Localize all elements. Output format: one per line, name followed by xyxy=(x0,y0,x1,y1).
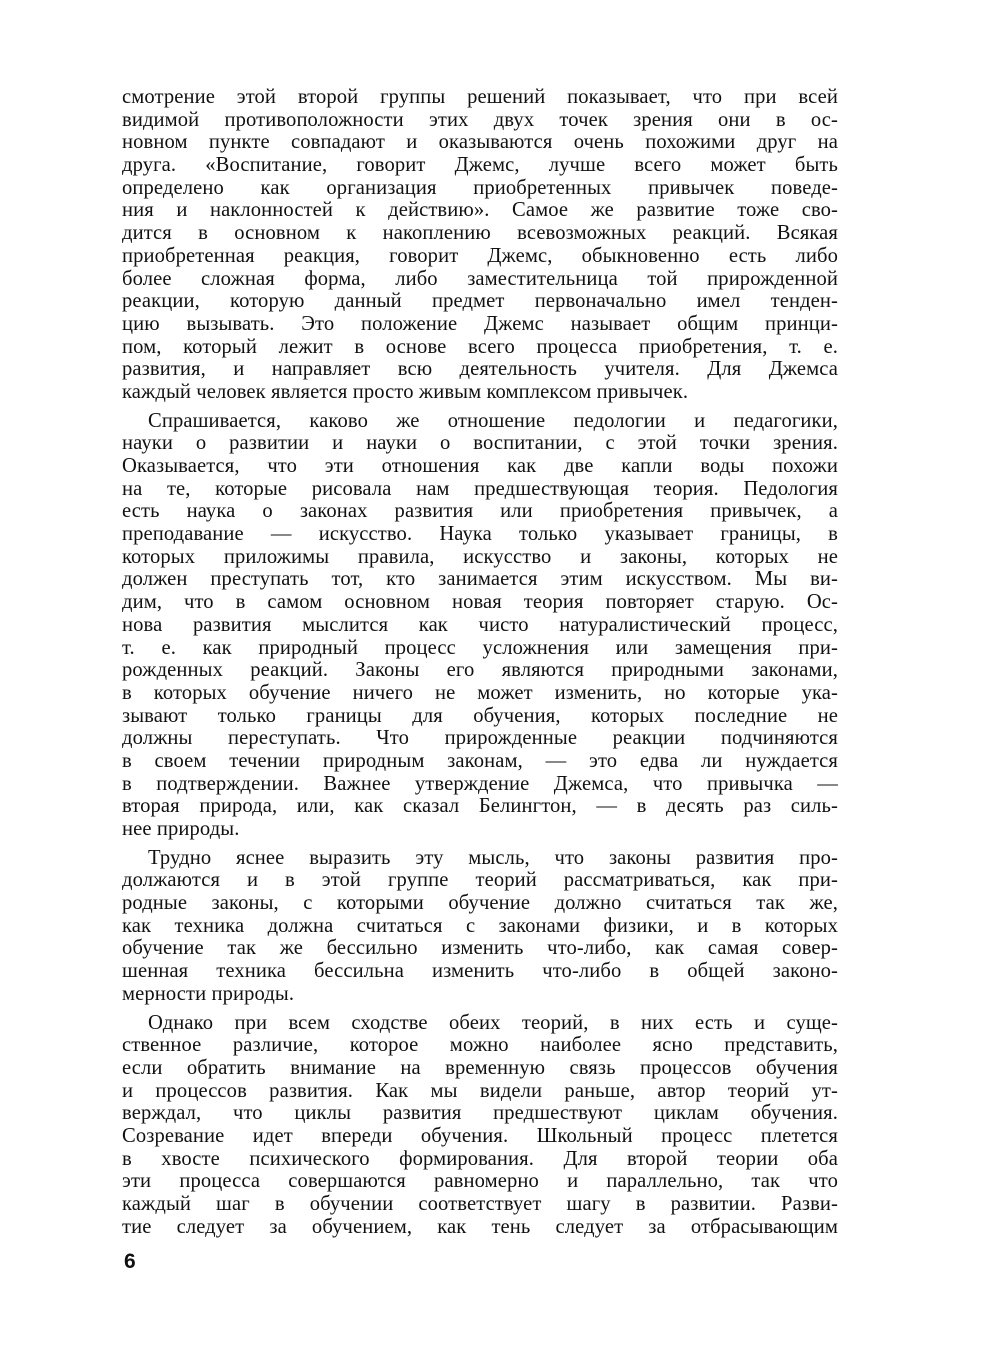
text-line: обучение так же бессильно изменить что-либо, как самая совер- xyxy=(122,937,838,960)
text-line: как техника должна считаться с законами физики, и в которых xyxy=(122,914,838,937)
text-line: Спрашивается, каково же отношение педологии и педагогики, xyxy=(148,409,838,432)
text-line: которых приложимы правила, искусство и законы, которых не xyxy=(122,545,838,568)
page-text-block xyxy=(122,86,838,1238)
text-line: смотрение этой второй группы решений показывает, что при всей xyxy=(122,86,838,108)
text-line: ственное различие, которое можно наиболее ясно представить, xyxy=(122,1034,838,1057)
text-line: зывают только границы для обучения, которых последние не xyxy=(122,704,838,727)
text-line: должаются и в этой группе теорий рассматриваться, как при- xyxy=(122,869,838,892)
text-line: и процессов развития. Как мы видели раньше, автор теорий ут- xyxy=(122,1079,838,1102)
text-line: друга. «Воспитание, говорит Джемс, лучше всего может быть xyxy=(122,154,838,177)
text-line: на те, которые рисовала нам предшествующая теория. Педология xyxy=(122,477,838,500)
text-line: если обратить внимание на временную связь процессов обучения xyxy=(122,1056,838,1079)
text-line: цию вызывать. Это положение Джемс называет общим принци- xyxy=(122,312,838,335)
paragraph-1 xyxy=(122,86,838,404)
text-line: нова развития мыслится как чисто натуралистический процесс, xyxy=(122,613,838,636)
paragraph-4 xyxy=(122,1012,838,1239)
text-line: эти процесса совершаются равномерно и параллельно, так что xyxy=(122,1170,838,1193)
text-line: есть наука о законах развития или приобретения привычек, а xyxy=(122,500,838,523)
text-line: Оказывается, что эти отношения как две капли воды похожи xyxy=(122,455,838,477)
text-line: мерности природы. xyxy=(122,982,295,1005)
paragraph-2 xyxy=(122,410,838,841)
text-line: Созревание идет впереди обучения. Школьный процесс плетется xyxy=(122,1124,838,1147)
text-line: в своем течении природным законам, — это едва ли нуждается xyxy=(122,749,838,772)
text-line: дим, что в самом основном новая теория повторяет старую. Ос- xyxy=(122,591,838,614)
text-line: рожденных реакций. Законы его являются природными законами, xyxy=(122,659,838,682)
text-line: тие следует за обучением, как тень следует за отбрасывающим xyxy=(122,1215,838,1238)
text-line: верждал, что циклы развития предшествуют циклам обучения. xyxy=(122,1102,838,1125)
text-line: дится в основном к накоплению всевозможных реакций. Всякая xyxy=(122,222,838,245)
text-line: в подтверждении. Важнее утверждение Джемса, что привычка — xyxy=(122,772,838,795)
text-line: каждый шаг в обучении соответствует шагу в развитии. Разви- xyxy=(122,1193,838,1215)
paragraph-3 xyxy=(122,847,838,1006)
text-line: шенная техника бессильна изменить что-либо в общей законо- xyxy=(122,960,838,983)
text-line: т. е. как природный процесс усложнения или замещения при- xyxy=(122,636,838,659)
text-line: должны переступать. Что прирожденные реакции подчиняются xyxy=(122,727,838,750)
text-line: новном пункте совпадают и оказываются очень похожими друг на xyxy=(122,131,838,154)
text-line: в которых обучение ничего не может изменить, но которые ука- xyxy=(122,681,838,704)
text-line: приобретенная реакция, говорит Джемс, обыкновенно есть либо xyxy=(122,244,838,267)
text-line: определено как организация приобретенных привычек поведе- xyxy=(122,176,838,199)
text-line: более сложная форма, либо заместительница той прирожденной xyxy=(122,267,838,290)
text-line: ния и наклонностей к действию». Самое же развитие тоже сво- xyxy=(122,199,838,222)
text-line: каждый человек является просто живым комплексом привычек. xyxy=(122,380,689,403)
text-line: видимой противоположности этих двух точек зрения они в ос- xyxy=(122,108,838,131)
page-number: 6 xyxy=(124,1250,136,1273)
text-line: родные законы, с которыми обучение должно считаться так же, xyxy=(122,892,838,915)
text-line: развития, и направляет всю деятельность учителя. Для Джемса xyxy=(122,358,838,381)
text-line: вторая природа, или, как сказал Белингтон, — в десять раз силь- xyxy=(122,795,838,818)
text-line: реакции, которую данный предмет первоначально имел тенден- xyxy=(122,290,838,313)
text-line: в хвосте психического формирования. Для второй теории оба xyxy=(122,1147,838,1170)
text-line: нее природы. xyxy=(122,818,240,840)
text-line: Однако при всем сходстве обеих теорий, в них есть и суще- xyxy=(148,1011,838,1034)
text-line: пом, который лежит в основе всего процесса приобретения, т. е. xyxy=(122,335,838,358)
text-line: Трудно яснее выразить эту мысль, что законы развития про- xyxy=(148,846,838,869)
text-line: преподавание — искусство. Наука только указывает границы, в xyxy=(122,523,838,546)
text-line: должен преступать тот, кто занимается этим искусством. Мы ви- xyxy=(122,568,838,591)
text-line: науки о развитии и науки о воспитании, с этой точки зрения. xyxy=(122,432,838,455)
